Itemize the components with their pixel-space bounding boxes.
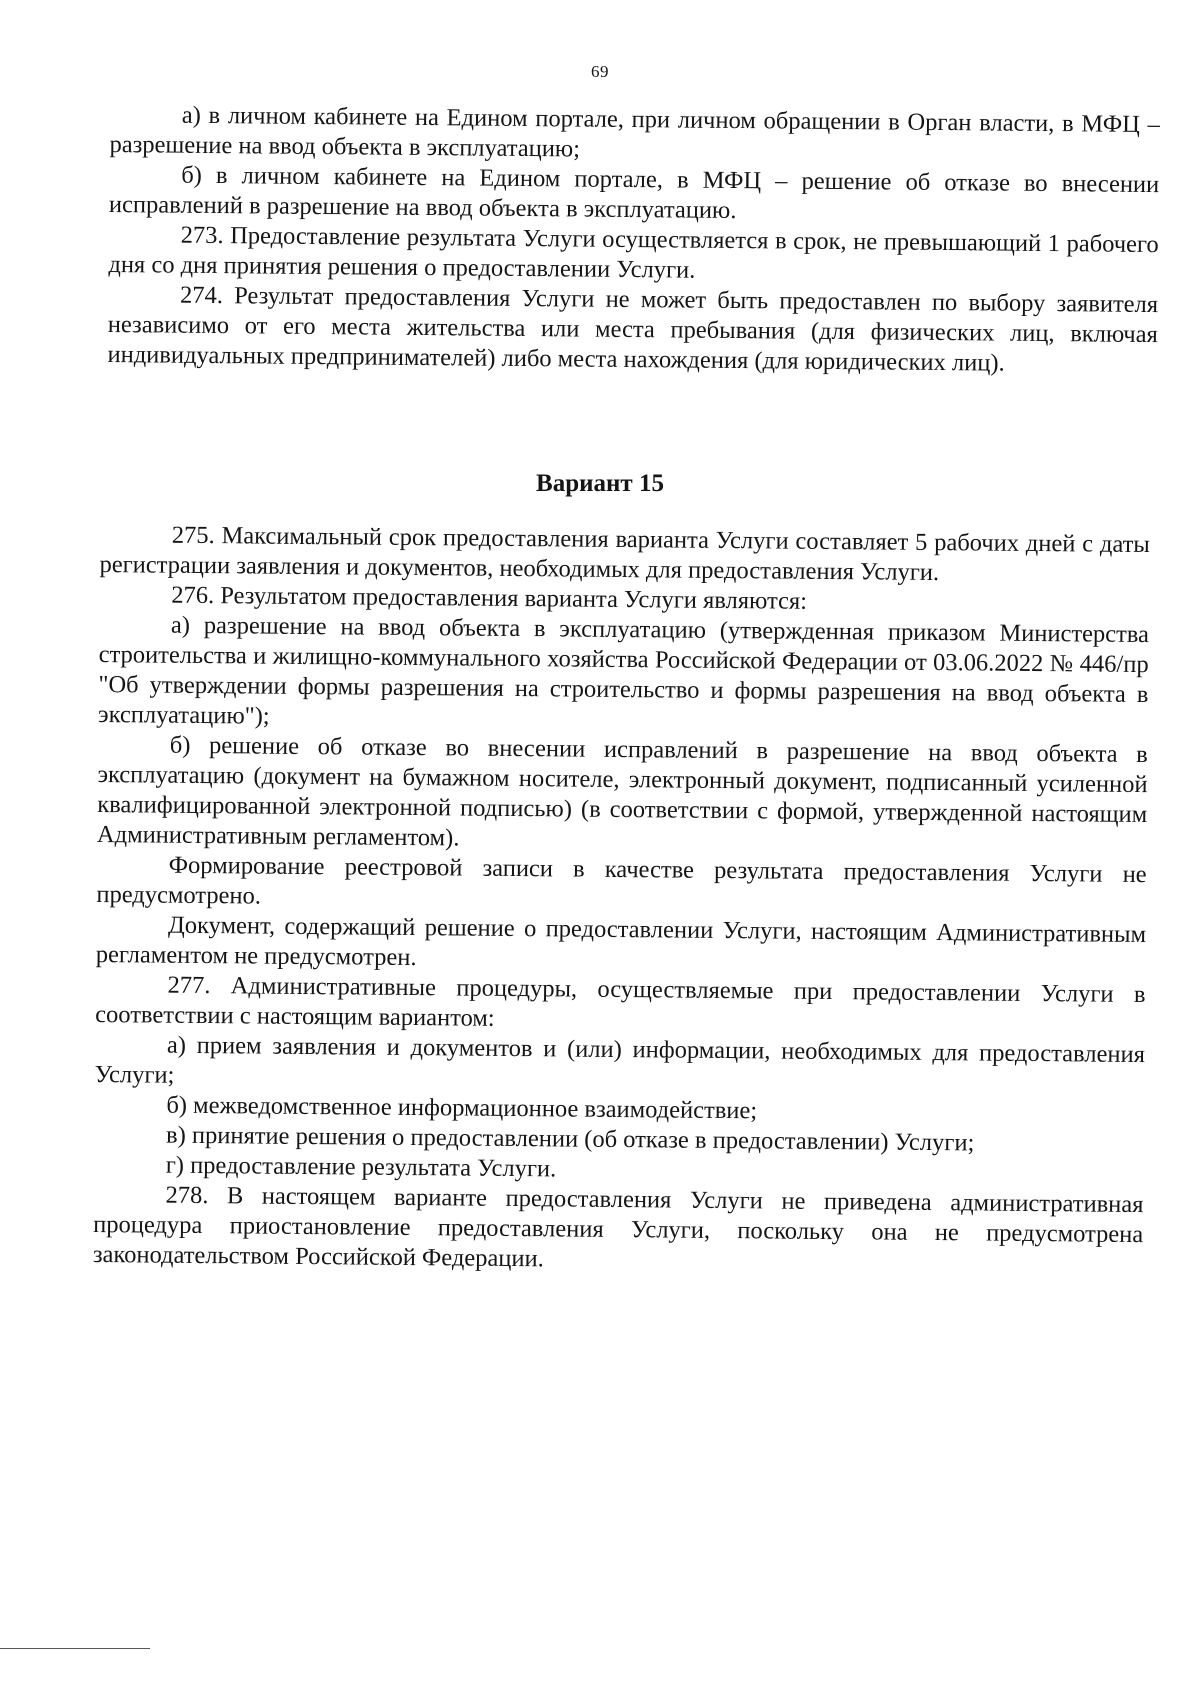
paragraph-276-a: а) разрешение на ввод объекта в эксплуатацию (утвержденная приказом Министерства строительства и жилищно-коммунального хозяйства Российской Федерации от 03.06.2022 № 446/пр "Об утверждении формы разрешения на строительство и формы разрешения на ввод объекта в эксплуатацию");: [98, 611, 1150, 730]
paragraph-278: 278. В настоящем варианте предоставления Услуги не приведена административная процедура приостановление предоставления Услуги, поскольку она не предусмотрена законодательством Российской Федерации.: [92, 1181, 1144, 1273]
paragraph-277-d: г) предоставление результата Услуги.: [165, 1151, 557, 1183]
paragraph-277-a: а) прием заявления и документов и (или) информации, необходимых для предоставления Услуги;: [94, 1031, 1146, 1089]
top-text-block: [107, 100, 1160, 380]
paragraph-276-b: б) решение об отказе во внесении исправлений в разрешение на ввод объекта в эксплуатацию (документ на бумажном носителе, электронный документ, подписанный усиленной квалифицированной электронной подписью) (в соответствии с формой, утвержденной настоящим Административным регламентом).: [96, 731, 1148, 852]
paragraph-277: 277. Административные процедуры, осуществляемые при предоставлении Услуги в соответствии с настоящим вариантом:: [95, 971, 1146, 1032]
paragraph-274: 274. Результат предоставления Услуги не может быть предоставлен по выбору заявителя независимо от его места жительства или места пребывания (для физических лиц, включая индивидуальных предпринимателей) либо места нахождения (для юридических лиц).: [107, 281, 1159, 377]
scan-edge-line: [0, 1648, 150, 1649]
page-number: 69: [591, 62, 609, 81]
paragraph-b-top: б) в личном кабинете на Едином портале, в МФЦ – решение об отказе во внесении исправлений в разрешение на ввод объекта в эксплуатацию.: [108, 161, 1160, 225]
paragraph-275: 275. Максимальный срок предоставления варианта Услуги составляет 5 рабочих дней с даты регистрации заявления и документов, необходимых для предоставления Услуги.: [99, 521, 1150, 587]
bottom-text-block: [93, 520, 1150, 1280]
paragraph-277-c: в) принятие решения о предоставлении (об отказе в предоставлении) Услуги;: [165, 1121, 975, 1157]
paragraph-decision-document: Документ, содержащий решение о предоставлении Услуги, настоящим Административным регламентом не предусмотрен.: [95, 911, 1147, 972]
section-heading: Вариант 15: [536, 470, 664, 497]
paragraph-276: 276. Результатом предоставления варианта Услуги являются:: [171, 581, 808, 615]
paragraph-a-top: а) в личном кабинете на Едином портале, при личном обращении в Орган власти, в МФЦ – разрешение на ввод объекта в эксплуатацию;: [109, 101, 1160, 163]
paragraph-registry-record: Формирование реестровой записи в качестве результата предоставления Услуги не предусмотрено.: [96, 851, 1147, 910]
paragraph-273: 273. Предоставление результата Услуги осуществляется в срок, не превышающий 1 рабочего дня со дня принятия решения о предоставлении Услуги.: [108, 221, 1159, 284]
paragraph-277-b: б) межведомственное информационное взаимодействие;: [166, 1091, 758, 1125]
